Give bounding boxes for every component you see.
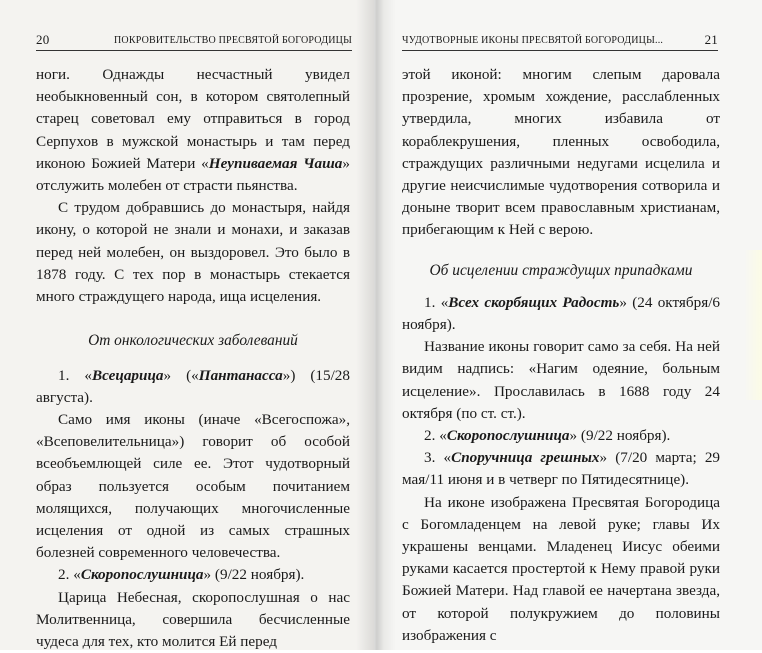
left-running-header [36,34,352,52]
icon-list-item: 1. «Всецарица» («Пантанасса») (15/28 августа). [36,366,350,406]
page-number: 20 [36,32,50,47]
paragraph: Царица Небесная, скоропослушная о нас Молитвенница, совершила бесчисленные чудеса для тех, кто молится Ей перед [36,588,350,651]
paragraph: этой иконой: многим слепым даровала прозрение, хромым хождение, расслабленных утвердила, многих избавила от кораблекрушения, пленных освободила, страждущих различными недугами исцелила и другие неисчислимые чудотворения сотворила и доныне творит всем православным христианам, прибегающим к Ней с верою. [402,66,720,239]
section-heading: Об исцелении страждущих припадками [429,261,693,279]
page-number: 21 [704,32,718,47]
right-page [374,0,762,650]
paragraph: ноги. Однажды несчастный увидел необыкновенный сон, в котором святолепный старец советовал ему отправиться в город Серпухов в мужской монастырь и там перед иконою Божией Матери «Неупиваемая Чаша» отслужить молебен от страсти пьянства. [36,66,350,195]
icon-list-item: 2. «Скоропослушница» (9/22 ноября). [424,427,671,445]
header-rule [402,50,718,51]
icon-list-item: 3. «Споручница грешных» (7/20 марта; 29 мая/11 июня и в четверг по Пятидесятнице). [402,449,721,489]
icon-name: Всецарица [91,366,164,384]
icon-name: Споручница грешных [451,449,600,467]
running-head-title: ЧУДОТВОРНЫЕ ИКОНЫ ПРЕСВЯТОЙ БОГОРОДИЦЫ... [402,35,664,46]
paragraph: Название иконы говорит само за себя. На ней видим надпись: «Нагим одеяние, больным исцеление». Прославилась в 1688 году 24 октября (по ст. ст.). [402,338,720,422]
section-heading: От онкологических заболеваний [88,332,298,350]
left-page-text [36,64,350,653]
icon-list-item: 1. «Всех скорбящих Радость» (24 октября/6 ноября). [402,293,721,334]
book-gutter-shadow [356,0,396,650]
icon-name: Скоропослушница [80,566,204,584]
paragraph: На иконе изображена Пресвятая Богородица с Богомладенцем на левой руке; главы Их украшены венцами. Младенец Иисус обеими руками касается простертой к Нему правой руки Божией Матери. Над главой ее начертана звезда, от которой полукружием до половины изображения с [402,493,720,644]
icon-list-item: 2. «Скоропослушница» (9/22 ноября). [58,566,305,584]
left-page [0,0,374,650]
icon-name: Всех скорбящих Радость [448,293,620,311]
right-running-header [402,34,718,52]
running-head-title: ПОКРОВИТЕЛЬСТВО ПРЕСВЯТОЙ БОГОРОДИЦЫ [114,35,353,46]
header-rule [36,50,352,51]
paragraph: С трудом добравшись до монастыря, найдя икону, о которой не знали и монахи, и заказав перед ней молебен, он выздоровел. Это было в 1878 году. С тех пор в монастырь стекается много страждущего народа, ища исцеления. [36,199,350,306]
right-page-text [402,64,720,647]
paragraph: Само имя иконы (иначе «Всегоспожа», «Всеповелительница») говорит об особой всеобъемлющей силе ее. Этот чудотворный образ пользуется особым почитанием молящихся, получающих многочисленные исцеления от одной из самых страшных болезней современного человечества. [36,411,350,562]
icon-name: Неупиваемая Чаша [208,154,343,172]
icon-alt-name: Пантанасса [198,366,283,384]
icon-name: Скоропослушница [446,427,570,445]
